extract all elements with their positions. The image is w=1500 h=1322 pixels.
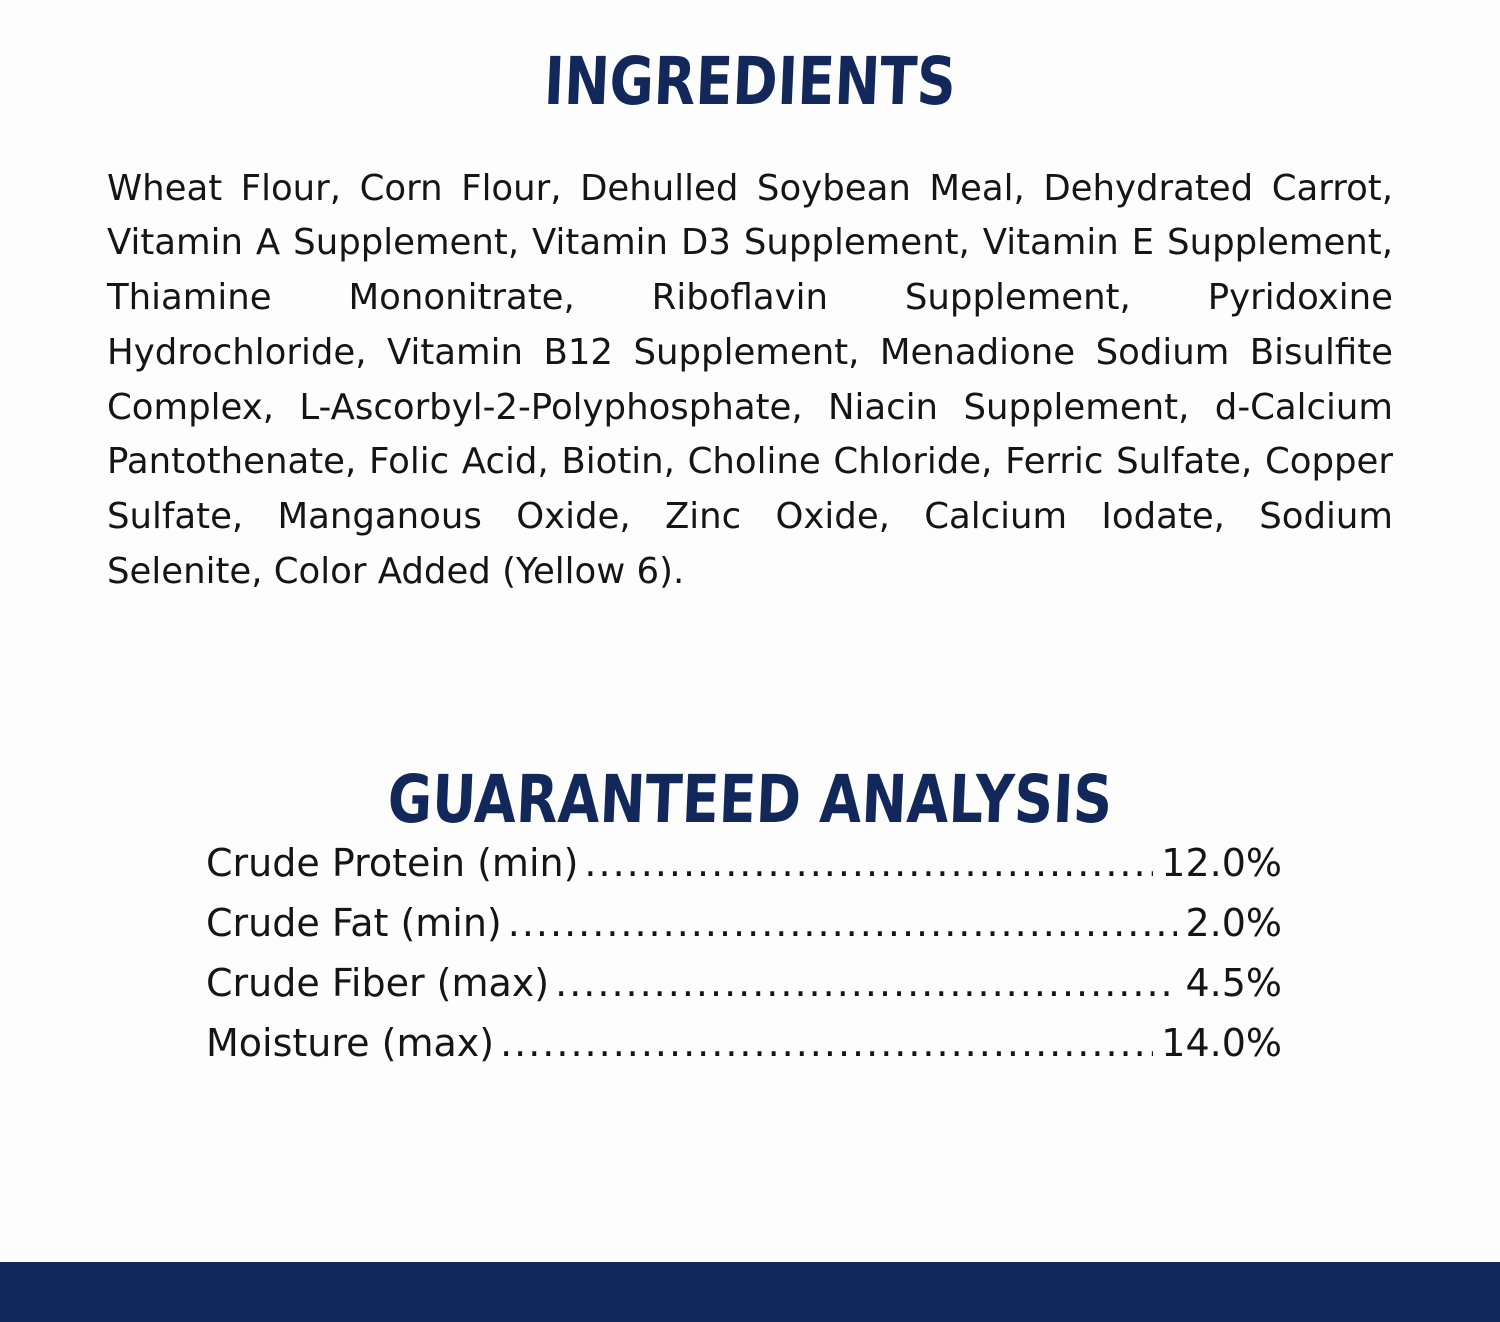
- guaranteed-analysis-heading: GUARANTEED ANALYSIS: [386, 760, 1114, 838]
- analysis-value: 4.5%: [1185, 961, 1282, 1005]
- analysis-row-crude-fat: [206, 893, 1282, 953]
- ingredients-heading: INGREDIENTS: [542, 43, 958, 121]
- analysis-row-crude-protein: [206, 833, 1282, 893]
- analysis-row-moisture: [206, 1013, 1282, 1073]
- analysis-value: 2.0%: [1185, 901, 1282, 945]
- guaranteed-analysis-table: [206, 833, 1282, 1073]
- footer-band: [0, 1262, 1500, 1322]
- analysis-row-crude-fiber: [206, 953, 1282, 1013]
- analysis-name: Crude Protein (min): [206, 841, 579, 885]
- dot-leader: [500, 1013, 1153, 1073]
- analysis-value: 12.0%: [1161, 841, 1282, 885]
- analysis-value: 14.0%: [1161, 1021, 1282, 1065]
- dot-leader: [584, 833, 1153, 893]
- dot-leader: [508, 893, 1178, 953]
- analysis-name: Moisture (max): [206, 1021, 495, 1065]
- ingredients-list: Wheat Flour, Corn Flour, Dehulled Soybean Meal, Dehydrated Carrot, Vitamin A Supplement, Vitamin D3 Supplement, Vitamin E Supplement, Thiamine Mononitrate, Riboflavin Supplement, Pyridoxine Hydrochloride, Vitamin B12 Supplement, Menadione Sodium Bisulfite Complex, L-Ascorbyl-2-Polyphosphate, Niacin Supplement, d-Calcium Pantothenate, Folic Acid, Biotin, Choline Chloride, Ferric Sulfate, Copper Sulfate, Manganous Oxide, Zinc Oxide, Calcium Iodate, Sodium Selenite, Color Added (Yellow 6).: [107, 167, 1393, 593]
- dot-leader: [555, 953, 1177, 1013]
- analysis-name: Crude Fat (min): [206, 901, 502, 945]
- analysis-name: Crude Fiber (max): [206, 961, 550, 1005]
